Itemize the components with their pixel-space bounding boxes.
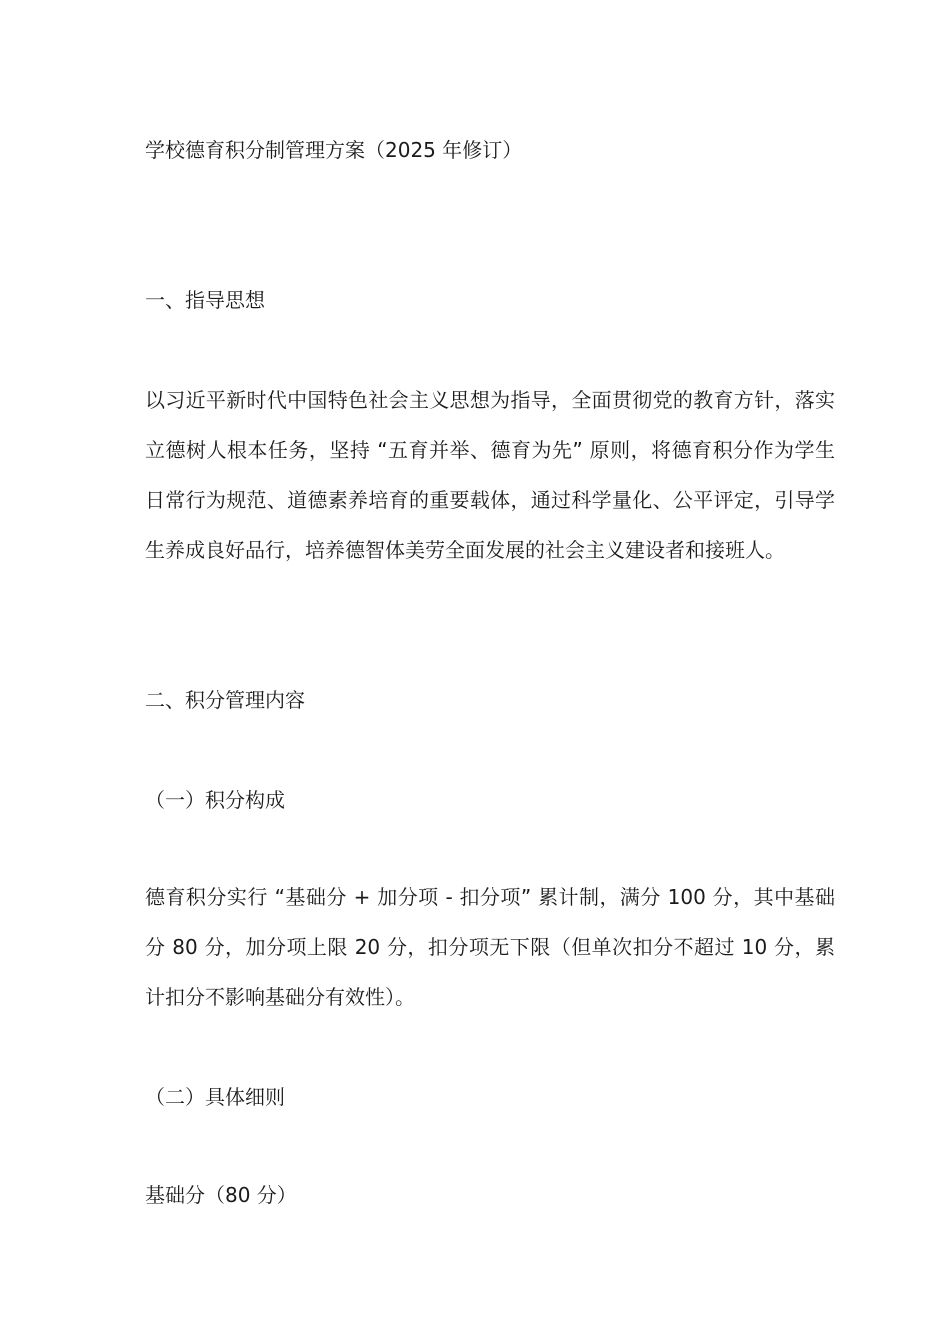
section-heading-points-management: 二、积分管理内容	[145, 688, 305, 712]
subsection-body-points-composition: 德育积分实行 “基础分 + 加分项 - 扣分项” 累计制，满分 100 分，其中基础分 80 分，加分项上限 20 分，扣分项无下限（但单次扣分不超过 10 分，累计扣分不影响基础分有效性）。	[145, 885, 835, 1009]
subsection-heading-points-composition: （一）积分构成	[145, 788, 285, 812]
base-score-heading: 基础分（80 分）	[145, 1183, 297, 1207]
section-body-guiding-ideology: 以习近平新时代中国特色社会主义思想为指导，全面贯彻党的教育方针，落实立德树人根本任务，坚持 “五育并举、德育为先” 原则，将德育积分作为学生日常行为规范、道德素养培育的重要载体，通过科学量化、公平评定，引导学生养成良好品行，培养德智体美劳全面发展的社会主义建设者和接班人。	[145, 388, 835, 562]
section-heading-guiding-ideology: 一、指导思想	[145, 288, 265, 312]
document-title: 学校德育积分制管理方案（2025 年修订）	[145, 138, 523, 162]
subsection-heading-detailed-rules: （二）具体细则	[145, 1085, 285, 1109]
